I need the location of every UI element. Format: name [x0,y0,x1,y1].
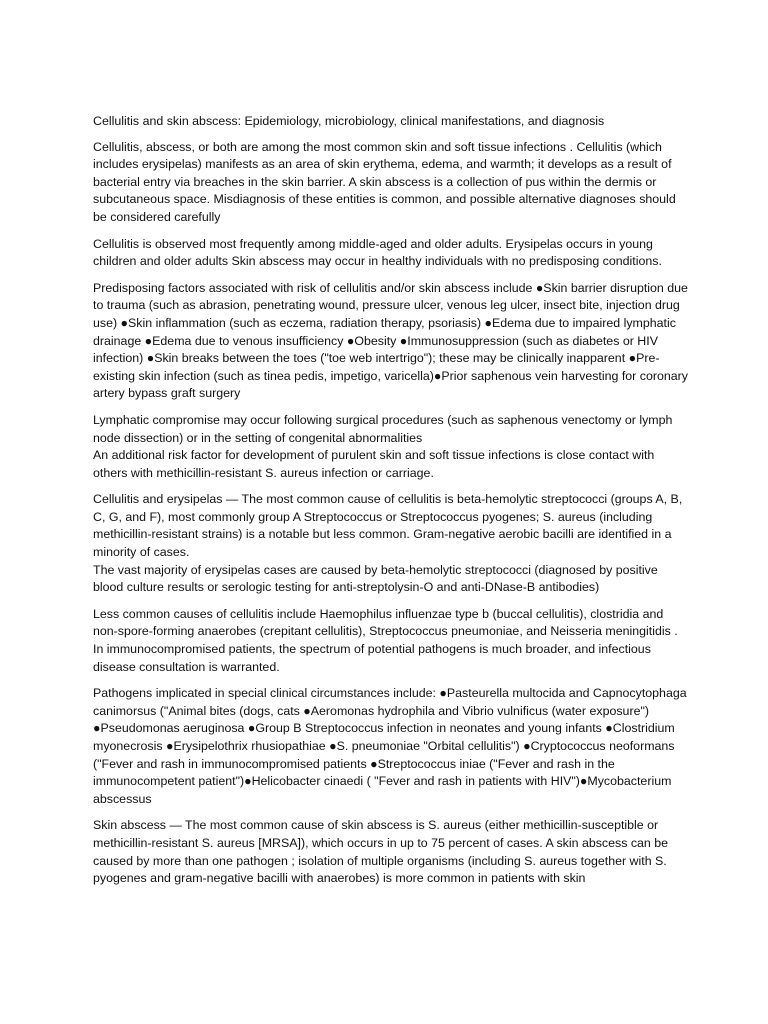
paragraph-epidemiology: Cellulitis is observed most frequently among middle-aged and older adults. Erysipelas occurs in young children and older adults Skin abscess may occur in healthy individuals with no predisposing conditions. [93,236,662,269]
paragraph-predisposing-factors: Predisposing factors associated with risk of cellulitis and/or skin abscess include ●Skin barrier disruption due to trauma (such as abrasion, penetrating wound, pressure ulcer, venous leg ulcer, insect bite, injection drug use) ●Skin inflammation (such as eczema, radiation therapy, psoriasis) ●Edema due to impaired lymphatic drainage ●Edema due to venous insufficiency ●Obesity ●Immunosuppression (such as diabetes or HIV infection) ●Skin breaks between the toes ("toe web intertrigo"); these may be clinically inapparent ●Pre-existing skin infection (such as tinea pedis, impetigo, varicella)●Prior saphenous vein harvesting for coronary artery bypass graft surgery [93,280,688,401]
paragraph-cellulitis-erysipelas: Cellulitis and erysipelas — The most common cause of cellulitis is beta-hemolytic streptococci (groups A, B, C, G, and F), most commonly group A Streptococcus or Streptococcus pyogenes; S. aureus (including methicillin-resistant strains) is a notable but less common. Gram-negative aerobic bacilli are identified in a minority of cases. The vast majority of erysipelas cases are caused by beta-hemolytic streptococci (diagnosed by positive blood culture results or serologic testing for anti-streptolysin-O and anti-DNase-B antibodies) [93,492,683,595]
paragraph-special-pathogens: Pathogens implicated in special clinical circumstances include: ●Pasteurella multocida and Capnocytophaga canimorsus ("Animal bites (dogs, cats ●Aeromonas hydrophila and Vibrio vulnificus (water exposure") ●Pseudomonas aeruginosa ●Group B Streptococcus infection in neonates and young infants ●Clostridium myonecrosis ●Erysipelothrix rhusiopathiae ●S. pneumoniae "Orbital cellulitis") ●Cryptococcus neoformans ("Fever and rash in immunocompromised patients ●Streptococcus iniae ("Fever and rash in the immunocompetent patient")●Helicobacter cinaedi ( "Fever and rash in patients with HIV")●Mycobacterium abscessus [93,686,687,806]
paragraph-overview: Cellulitis, abscess, or both are among the most common skin and soft tissue infections . Cellulitis (which includes erysipelas) manifests as an area of skin erythema, edema, and warmth; it develops as a result of bacterial entry via breaches in the skin barrier. A skin abscess is a collection of pus within the dermis or subcutaneous space. Misdiagnosis of these entities is common, and possible alternative diagnoses should be considered carefully [93,139,676,224]
paragraph-lymphatic-compromise: Lymphatic compromise may occur following surgical procedures (such as saphenous venectomy or lymph node dissection) or in the setting of congenital abnormalities An additional risk factor for development of purulent skin and soft tissue infections is close contact with others with methicillin-resistant S. aureus infection or carriage. [93,412,673,480]
document-page [93,113,689,897]
paragraph-less-common-causes: Less common causes of cellulitis include Haemophilus influenzae type b (buccal cellulitis), clostridia and non-spore-forming anaerobes (crepitant cellulitis), Streptococcus pneumoniae, and Neisseria meningitidis . In immunocompromised patients, the spectrum of potential pathogens is much broader, and infectious disease consultation is warranted. [93,606,678,674]
paragraph-skin-abscess: Skin abscess — The most common cause of skin abscess is S. aureus (either methicillin-susceptible or methicillin-resistant S. aureus [MRSA]), which occurs in up to 75 percent of cases. A skin abscess can be caused by more than one pathogen ; isolation of multiple organisms (including S. aureus together with S. pyogenes and gram-negative bacilli with anaerobes) is more common in patients with skin [93,818,669,886]
document-title: Cellulitis and skin abscess: Epidemiology, microbiology, clinical manifestations, and diagnosis [93,114,605,128]
